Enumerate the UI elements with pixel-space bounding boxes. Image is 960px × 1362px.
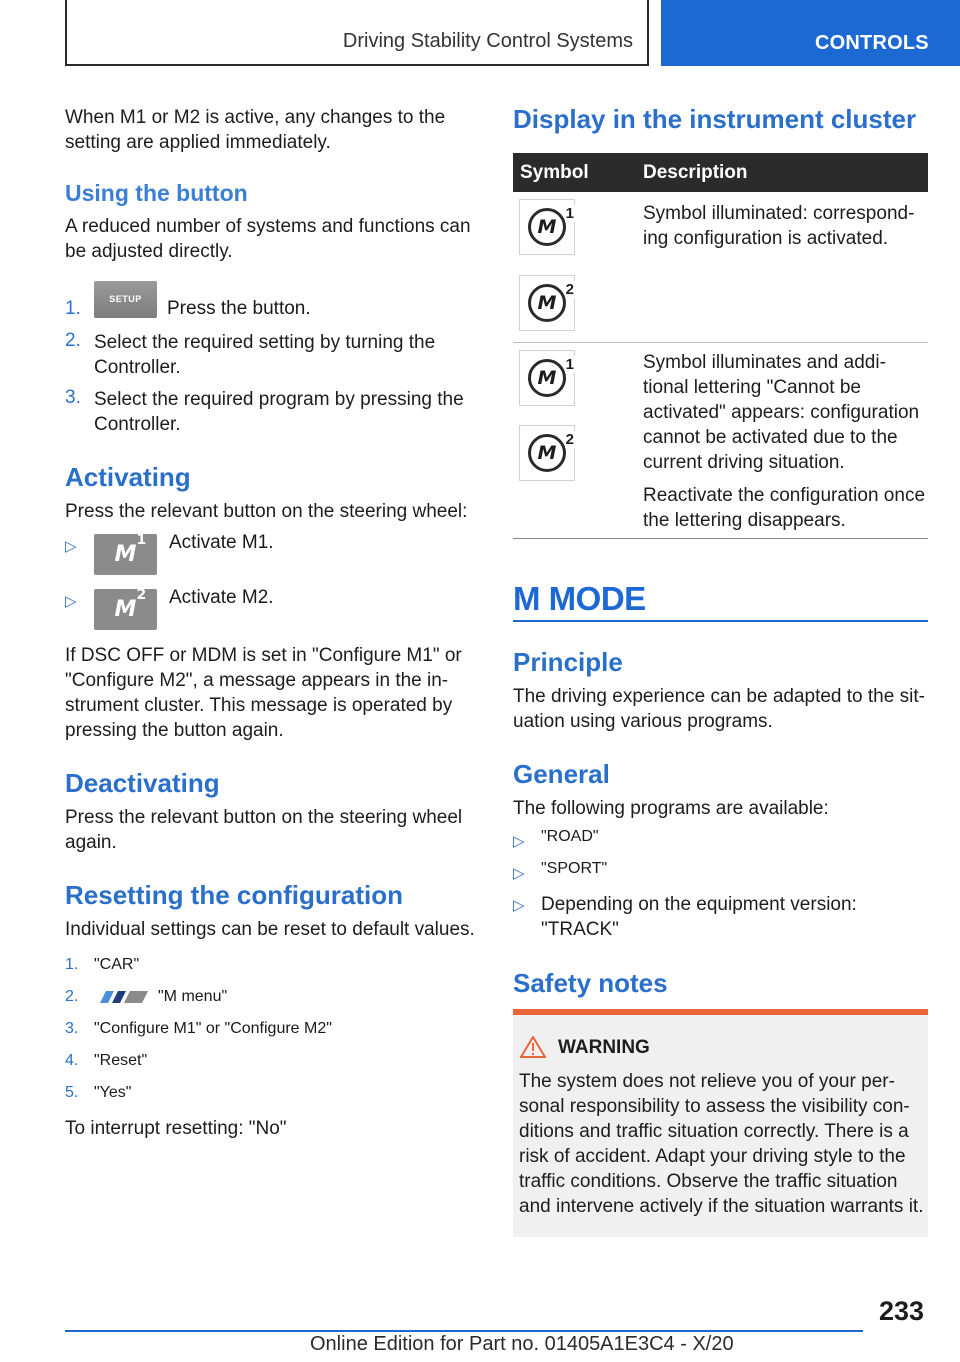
m1-symbol-icon: M 1 <box>519 350 575 406</box>
step-text: Select the required setting by turning the Controller. <box>94 332 436 378</box>
row2-description: Symbol illuminates and addi-tional lettering "Cannot be activated" appears: configuration cannot be activated due to the current driving situation. <box>643 352 920 473</box>
edition-line: Online Edition for Part no. 01405A1E3C4 - X/20 <box>310 1333 734 1355</box>
step-number: 1. <box>65 298 81 319</box>
interrupt-note: To interrupt resetting: "No" <box>65 1118 287 1139</box>
reset-step-number: 1. <box>65 956 79 973</box>
step-number: 3. <box>65 387 81 408</box>
principle-heading: Principle <box>513 647 623 677</box>
m1-button-icon: M 1 <box>94 534 157 575</box>
section-title: Driving Stability Control Systems <box>342 30 633 52</box>
m-mode-heading: M MODE <box>513 580 646 617</box>
intro-paragraph: When M1 or M2 is active, any changes to the setting are applied immediately. <box>65 107 446 153</box>
program-item: "SPORT" <box>541 860 608 877</box>
bullet-triangle-icon: ▷ <box>65 593 77 610</box>
page-number: 233 <box>879 1296 925 1326</box>
deactivating-paragraph: Press the relevant button on the steering wheel again. <box>65 807 463 853</box>
warning-triangle-icon <box>520 1036 546 1058</box>
activating-heading: Activating <box>65 462 191 492</box>
reset-step-text: "Yes" <box>94 1084 132 1101</box>
bullet-triangle-icon: ▷ <box>513 833 525 850</box>
display-heading: Display in the instrument cluster <box>513 104 917 134</box>
activate-m2-label: Activate M2. <box>169 587 274 608</box>
reset-step-text: "CAR" <box>94 956 140 973</box>
m2-symbol-icon: M 2 <box>519 425 575 481</box>
m1-symbol-icon: M 1 <box>519 199 575 255</box>
m2-button-icon: M 2 <box>94 589 157 630</box>
general-paragraph: The following programs are available: <box>513 798 829 819</box>
table-divider <box>513 342 928 343</box>
step-number: 2. <box>65 330 81 351</box>
col-description-header: Description <box>643 162 748 183</box>
reset-paragraph: Individual settings can be reset to default values. <box>65 919 475 940</box>
chapter-title: CONTROLS <box>815 32 929 54</box>
bullet-triangle-icon: ▷ <box>513 865 525 882</box>
table-divider <box>513 538 928 539</box>
reset-step-text: "Configure M1" or "Configure M2" <box>94 1020 332 1037</box>
program-item: Depending on the equipment version: "TRACK" <box>541 894 857 940</box>
m-menu-stripes-icon <box>100 989 150 1005</box>
footer-rule <box>65 1330 863 1332</box>
activating-paragraph: Press the relevant button on the steering wheel: <box>65 501 468 522</box>
col-symbol-header: Symbol <box>520 162 589 183</box>
program-item: "ROAD" <box>541 828 599 845</box>
dsc-note: If DSC OFF or MDM is set in "Configure M1" or "Configure M2", a message appears in the in-strument cluster. This message is operated by pressing the button again. <box>65 645 462 741</box>
m2-symbol-icon: M 2 <box>519 275 575 331</box>
reset-step-text: "Reset" <box>94 1052 148 1069</box>
chapter-tab <box>661 0 960 66</box>
row2-description-followup: Reactivate the configuration once the lettering disappears. <box>643 485 926 531</box>
table-header <box>513 153 928 192</box>
activate-m1-label: Activate M1. <box>169 532 274 553</box>
step-text: Press the button. <box>167 298 311 319</box>
reset-step-text: "M menu" <box>158 988 228 1005</box>
bullet-triangle-icon: ▷ <box>65 538 77 555</box>
reset-step-number: 4. <box>65 1052 79 1069</box>
page-header <box>0 0 960 66</box>
reset-step-number: 5. <box>65 1084 79 1101</box>
reset-step-number: 2. <box>65 988 79 1005</box>
warning-text: The system does not relieve you of your per-sonal responsibility to assess the visibility con-ditions and traffic situation correctly. There is a risk of accident. Adapt your driving style to the traffic conditions. Observe the traffic situation and intervene actively if the situation warrants it. <box>519 1071 924 1217</box>
reset-heading: Resetting the configuration <box>65 880 403 910</box>
general-heading: General <box>513 759 610 789</box>
using-heading: Using the button <box>65 180 248 206</box>
using-paragraph: A reduced number of systems and functions can be adjusted directly. <box>65 216 471 262</box>
principle-paragraph: The driving experience can be adapted to the sit-uation using various programs. <box>513 686 925 732</box>
setup-button-icon: SETUP <box>94 281 157 318</box>
step-text: Select the required program by pressing the Controller. <box>94 389 464 435</box>
bullet-triangle-icon: ▷ <box>513 897 525 914</box>
row1-description: Symbol illuminated: correspond-ing configuration is activated. <box>643 203 915 249</box>
safety-heading: Safety notes <box>513 968 668 998</box>
section-rule <box>513 620 928 622</box>
deactivating-heading: Deactivating <box>65 768 220 798</box>
warning-label: WARNING <box>558 1037 650 1058</box>
reset-step-number: 3. <box>65 1020 79 1037</box>
section-tab <box>65 0 649 66</box>
